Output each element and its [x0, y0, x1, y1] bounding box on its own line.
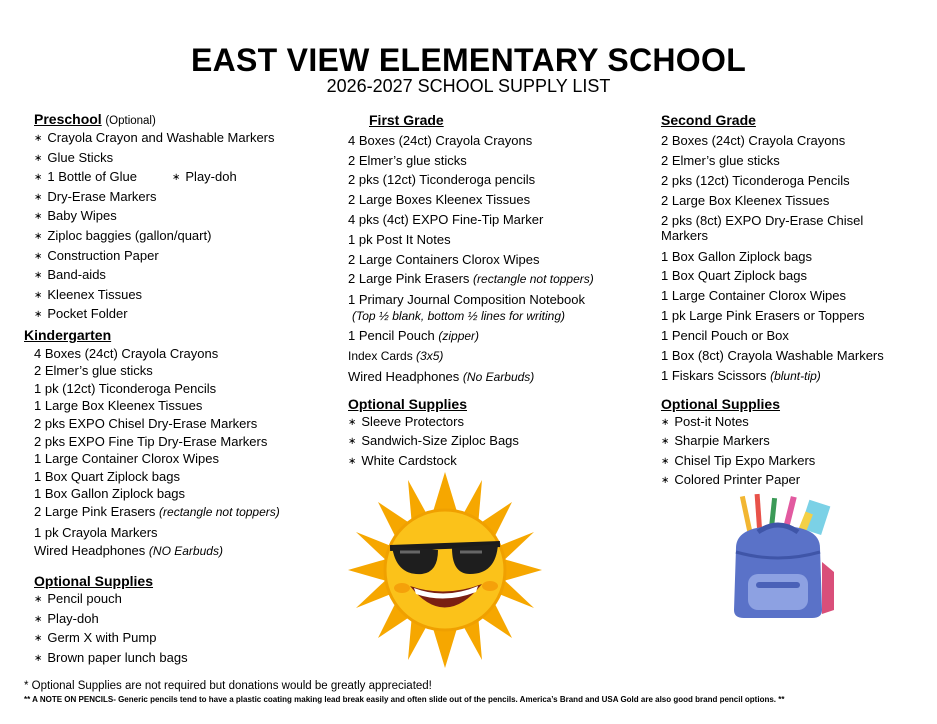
list-item: 2 Elmer’s glue sticks	[34, 363, 153, 379]
first-grade-column	[348, 111, 633, 471]
list-item-pair	[34, 168, 334, 188]
item-note: (rectangle not toppers)	[473, 272, 594, 287]
preschool-optional-note: (Optional)	[105, 115, 156, 127]
list-item: ∗ Chisel Tip Expo Markers	[661, 452, 921, 472]
list-item: 2 pks (8ct) EXPO Dry-Erase Chisel Markers	[661, 212, 864, 244]
first-grade-title: First Grade	[369, 112, 444, 128]
page-title: EAST VIEW ELEMENTARY SCHOOL	[190, 42, 747, 78]
list-item: 4 Boxes (24ct) Crayola Crayons	[348, 132, 533, 148]
second-optional-title: Optional Supplies	[661, 395, 781, 412]
list-item: 1 Large Container Clorox Wipes	[34, 451, 219, 467]
item-note: (Top ½ blank, bottom ½ lines for writing)	[352, 309, 565, 324]
item-text: 1 Pencil Pouch	[348, 328, 435, 344]
list-item	[34, 503, 334, 522]
list-item: 2 Large Box Kleenex Tissues	[661, 192, 830, 208]
list-item: 1 Box (8ct) Crayola Washable Markers	[661, 348, 884, 364]
list-item: ∗ 1 Bottle of Glue	[34, 168, 172, 188]
footnote-pencils: ** A NOTE ON PENCILS- Generic pencils tend to have a plastic coating making lead break easily and often slide out of the pencils. America’s Brand and USA Gold are also good brand pencil options. **	[24, 695, 785, 704]
list-item: ∗ Pocket Folder	[34, 305, 334, 325]
list-item: ∗ Kleenex Tissues	[34, 286, 334, 306]
list-item: ∗ Sharpie Markers	[661, 432, 921, 452]
list-item: 4 pks (4ct) EXPO Fine-Tip Marker	[348, 211, 544, 227]
item-text: Wired Headphones	[34, 543, 146, 559]
list-item: 1 Large Box Kleenex Tissues	[34, 398, 203, 414]
item-note: (3x5)	[416, 348, 444, 363]
list-item: 1 pk Post It Notes	[348, 231, 451, 247]
preschool-heading	[34, 111, 334, 129]
item-text: 1 Fiskars Scissors	[661, 367, 767, 383]
list-item: 2 pks (12ct) Ticonderoga pencils	[348, 172, 536, 188]
list-item	[348, 347, 633, 367]
list-item: 1 Box Gallon Ziplock bags	[661, 248, 813, 264]
list-item: 1 Pencil Pouch or Box	[661, 328, 789, 344]
list-item: 2 pks (12ct) Ticonderoga Pencils	[661, 172, 850, 188]
list-item	[34, 542, 334, 561]
list-item: 2 Large Containers Clorox Wipes	[348, 251, 540, 267]
preschool-kindergarten-column	[24, 111, 334, 669]
list-item: ∗ Dry-Erase Markers	[34, 188, 334, 208]
list-item: ∗ Band-aids	[34, 266, 334, 286]
list-item	[348, 326, 633, 347]
list-item: 2 pks EXPO Fine Tip Dry-Erase Markers	[34, 433, 268, 449]
list-item: 1 pk Large Pink Erasers or Toppers	[661, 308, 865, 324]
first-optional-title: Optional Supplies	[348, 395, 468, 412]
list-item: 1 pk (12ct) Ticonderoga Pencils	[34, 380, 217, 396]
second-grade-title: Second Grade	[661, 112, 756, 128]
list-item: ∗ Sandwich-Size Ziploc Bags	[348, 432, 633, 452]
list-item: 1 Primary Journal Composition Notebook	[348, 292, 585, 308]
list-item: ∗ Pencil pouch	[34, 590, 334, 610]
item-note: (zipper)	[438, 329, 480, 344]
list-item: ∗ Post-it Notes	[661, 413, 921, 433]
list-item: ∗ Colored Printer Paper	[661, 471, 921, 491]
list-item: 2 Elmer’s glue sticks	[661, 152, 780, 168]
list-item: 2 Elmer’s glue sticks	[348, 152, 467, 168]
list-item: ∗ Crayola Crayon and Washable Markers	[34, 129, 334, 149]
list-item	[348, 367, 633, 388]
item-text: Wired Headphones	[348, 368, 460, 384]
second-grade-column	[661, 111, 921, 491]
list-item: 1 Box Quart Ziplock bags	[34, 468, 180, 484]
list-item: 1 Large Container Clorox Wipes	[661, 288, 846, 304]
preschool-title: Preschool	[34, 111, 102, 127]
list-item: 2 pks EXPO Chisel Dry-Erase Markers	[34, 415, 258, 431]
footnote-optional: * Optional Supplies are not required but donations would be greatly appreciated!	[24, 680, 432, 692]
list-item: ∗ Ziploc baggies (gallon/quart)	[34, 227, 334, 247]
list-item: ∗ Sleeve Protectors	[348, 413, 633, 433]
item-note: (rectangle not toppers)	[159, 504, 280, 519]
list-item: 2 Large Boxes Kleenex Tissues	[348, 192, 531, 208]
item-text: Index Cards	[348, 348, 413, 363]
item-note: (NO Earbuds)	[148, 544, 223, 559]
list-item: ∗ Brown paper lunch bags	[34, 649, 334, 669]
list-item: 1 pk Crayola Markers	[34, 525, 158, 541]
kindergarten-optional-title: Optional Supplies	[34, 572, 154, 589]
list-item: ∗ Construction Paper	[34, 247, 334, 267]
list-item	[348, 269, 633, 290]
list-item: 1 Box Gallon Ziplock bags	[34, 486, 186, 502]
list-item: 4 Boxes (24ct) Crayola Crayons	[34, 345, 219, 361]
item-note: (blunt-tip)	[770, 368, 821, 383]
sun-with-sunglasses-icon	[330, 470, 560, 670]
list-item: ∗ Glue Sticks	[34, 149, 334, 169]
kindergarten-title: Kindergarten	[24, 326, 112, 343]
item-text: 2 Large Pink Erasers	[348, 271, 470, 287]
item-note: (No Earbuds)	[462, 369, 535, 384]
page-subtitle: 2026-2027 SCHOOL SUPPLY LIST	[326, 76, 611, 96]
list-item: ∗ Play-doh	[172, 169, 237, 184]
list-item: ∗ Germ X with Pump	[34, 629, 334, 649]
list-item: 2 Boxes (24ct) Crayola Crayons	[661, 132, 846, 148]
list-item: 1 Box Quart Ziplock bags	[661, 268, 807, 284]
list-item	[661, 366, 921, 387]
item-text: 2 Large Pink Erasers	[34, 503, 156, 519]
list-item: ∗ Baby Wipes	[34, 207, 334, 227]
backpack-with-supplies-icon	[722, 492, 842, 622]
list-item: ∗ Play-doh	[34, 610, 334, 630]
list-item: ∗ White Cardstock	[348, 452, 633, 472]
